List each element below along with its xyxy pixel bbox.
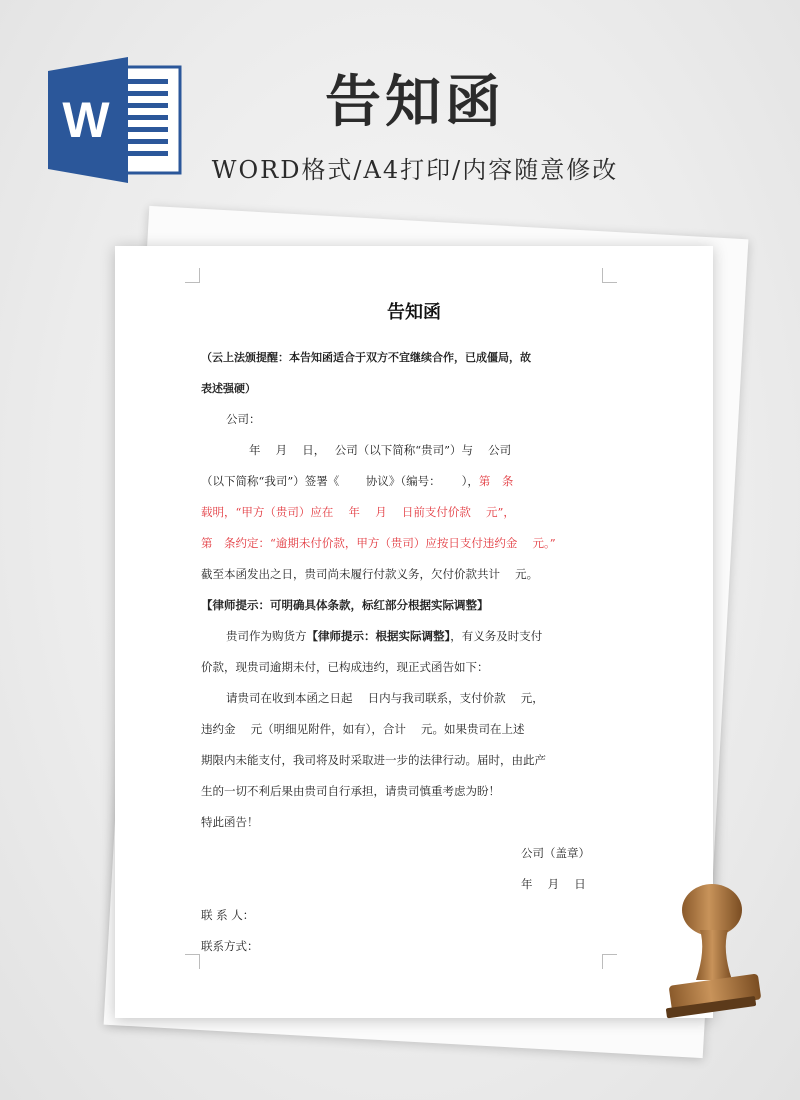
closing-line: 特此函告！: [201, 815, 259, 829]
signature-date: 年 月 日: [521, 877, 586, 891]
para1-line4: 第 条约定：“逾期未付价款，甲方（贵司）应按日支付违约金 元。”: [201, 536, 556, 550]
para1-line2: [201, 466, 605, 497]
crop-mark-top-left: [185, 268, 200, 283]
page-subtitle: WORD格式/A4打印/内容随意修改: [211, 156, 619, 184]
para1-line2-red: 第 条: [478, 474, 514, 488]
contact-person: 联 系 人：: [201, 908, 255, 922]
para2-line1-a: 贵司作为购货方: [226, 629, 307, 643]
para3-line4: 生的一切不利后果由贵司自行承担，请贵司慎重考虑为盼！: [201, 784, 500, 798]
para3-line3: 期限内未能支付，我司将及时采取进一步的法律行动。届时，由此产: [201, 753, 546, 767]
signature-company: 公司（盖章）: [521, 846, 590, 860]
para1-line3: 载明，“甲方（贵司）应在 年 月 日前支付价款 元”，: [201, 505, 515, 519]
crop-mark-top-right: [602, 268, 617, 283]
addressee-line: 公司：: [226, 412, 261, 426]
para2-line1-c: ，有义务及时支付: [450, 629, 543, 643]
document-page: [115, 246, 713, 1018]
crop-mark-bottom-left: [185, 954, 200, 969]
page-title: 告知函: [325, 70, 505, 135]
document-title: 告知函: [387, 302, 441, 323]
para3-line2: 违约金 元（明细见附件，如有），合计 元。如果贵司在上述: [201, 722, 525, 736]
stamp-icon: [652, 880, 764, 1030]
contact-method: 联系方式：: [201, 939, 259, 953]
para2-lawyer-tip: 【律师提示：根据实际调整】: [306, 629, 451, 643]
para2-line1: [201, 621, 605, 652]
document-body: [201, 342, 605, 962]
para2-line2: 价款，现贵司逾期未付，已构成违约，现正式函告如下：: [201, 660, 489, 674]
word-icon-letter: W: [62, 92, 110, 148]
tip-line-2: 表述强硬）: [201, 382, 256, 395]
tip-line-1: （云上法颁提醒：本告知函适合于双方不宜继续合作，已成僵局，故: [201, 351, 531, 364]
para3-line1: 请贵司在收到本函之日起 日内与我司联系，支付价款 元，: [226, 691, 544, 705]
lawyer-tip-line: 【律师提示：可明确具体条款，标红部分根据实际调整】: [201, 598, 489, 612]
para1-line2-text: （以下简称“我司”）签署《 协议》（编号： ），: [201, 474, 479, 488]
para1-line1: 年 月 日， 公司（以下简称“贵司”）与 公司: [249, 443, 512, 457]
para1-line5: 截至本函发出之日，贵司尚未履行付款义务，欠付价款共计 元。: [201, 567, 539, 581]
